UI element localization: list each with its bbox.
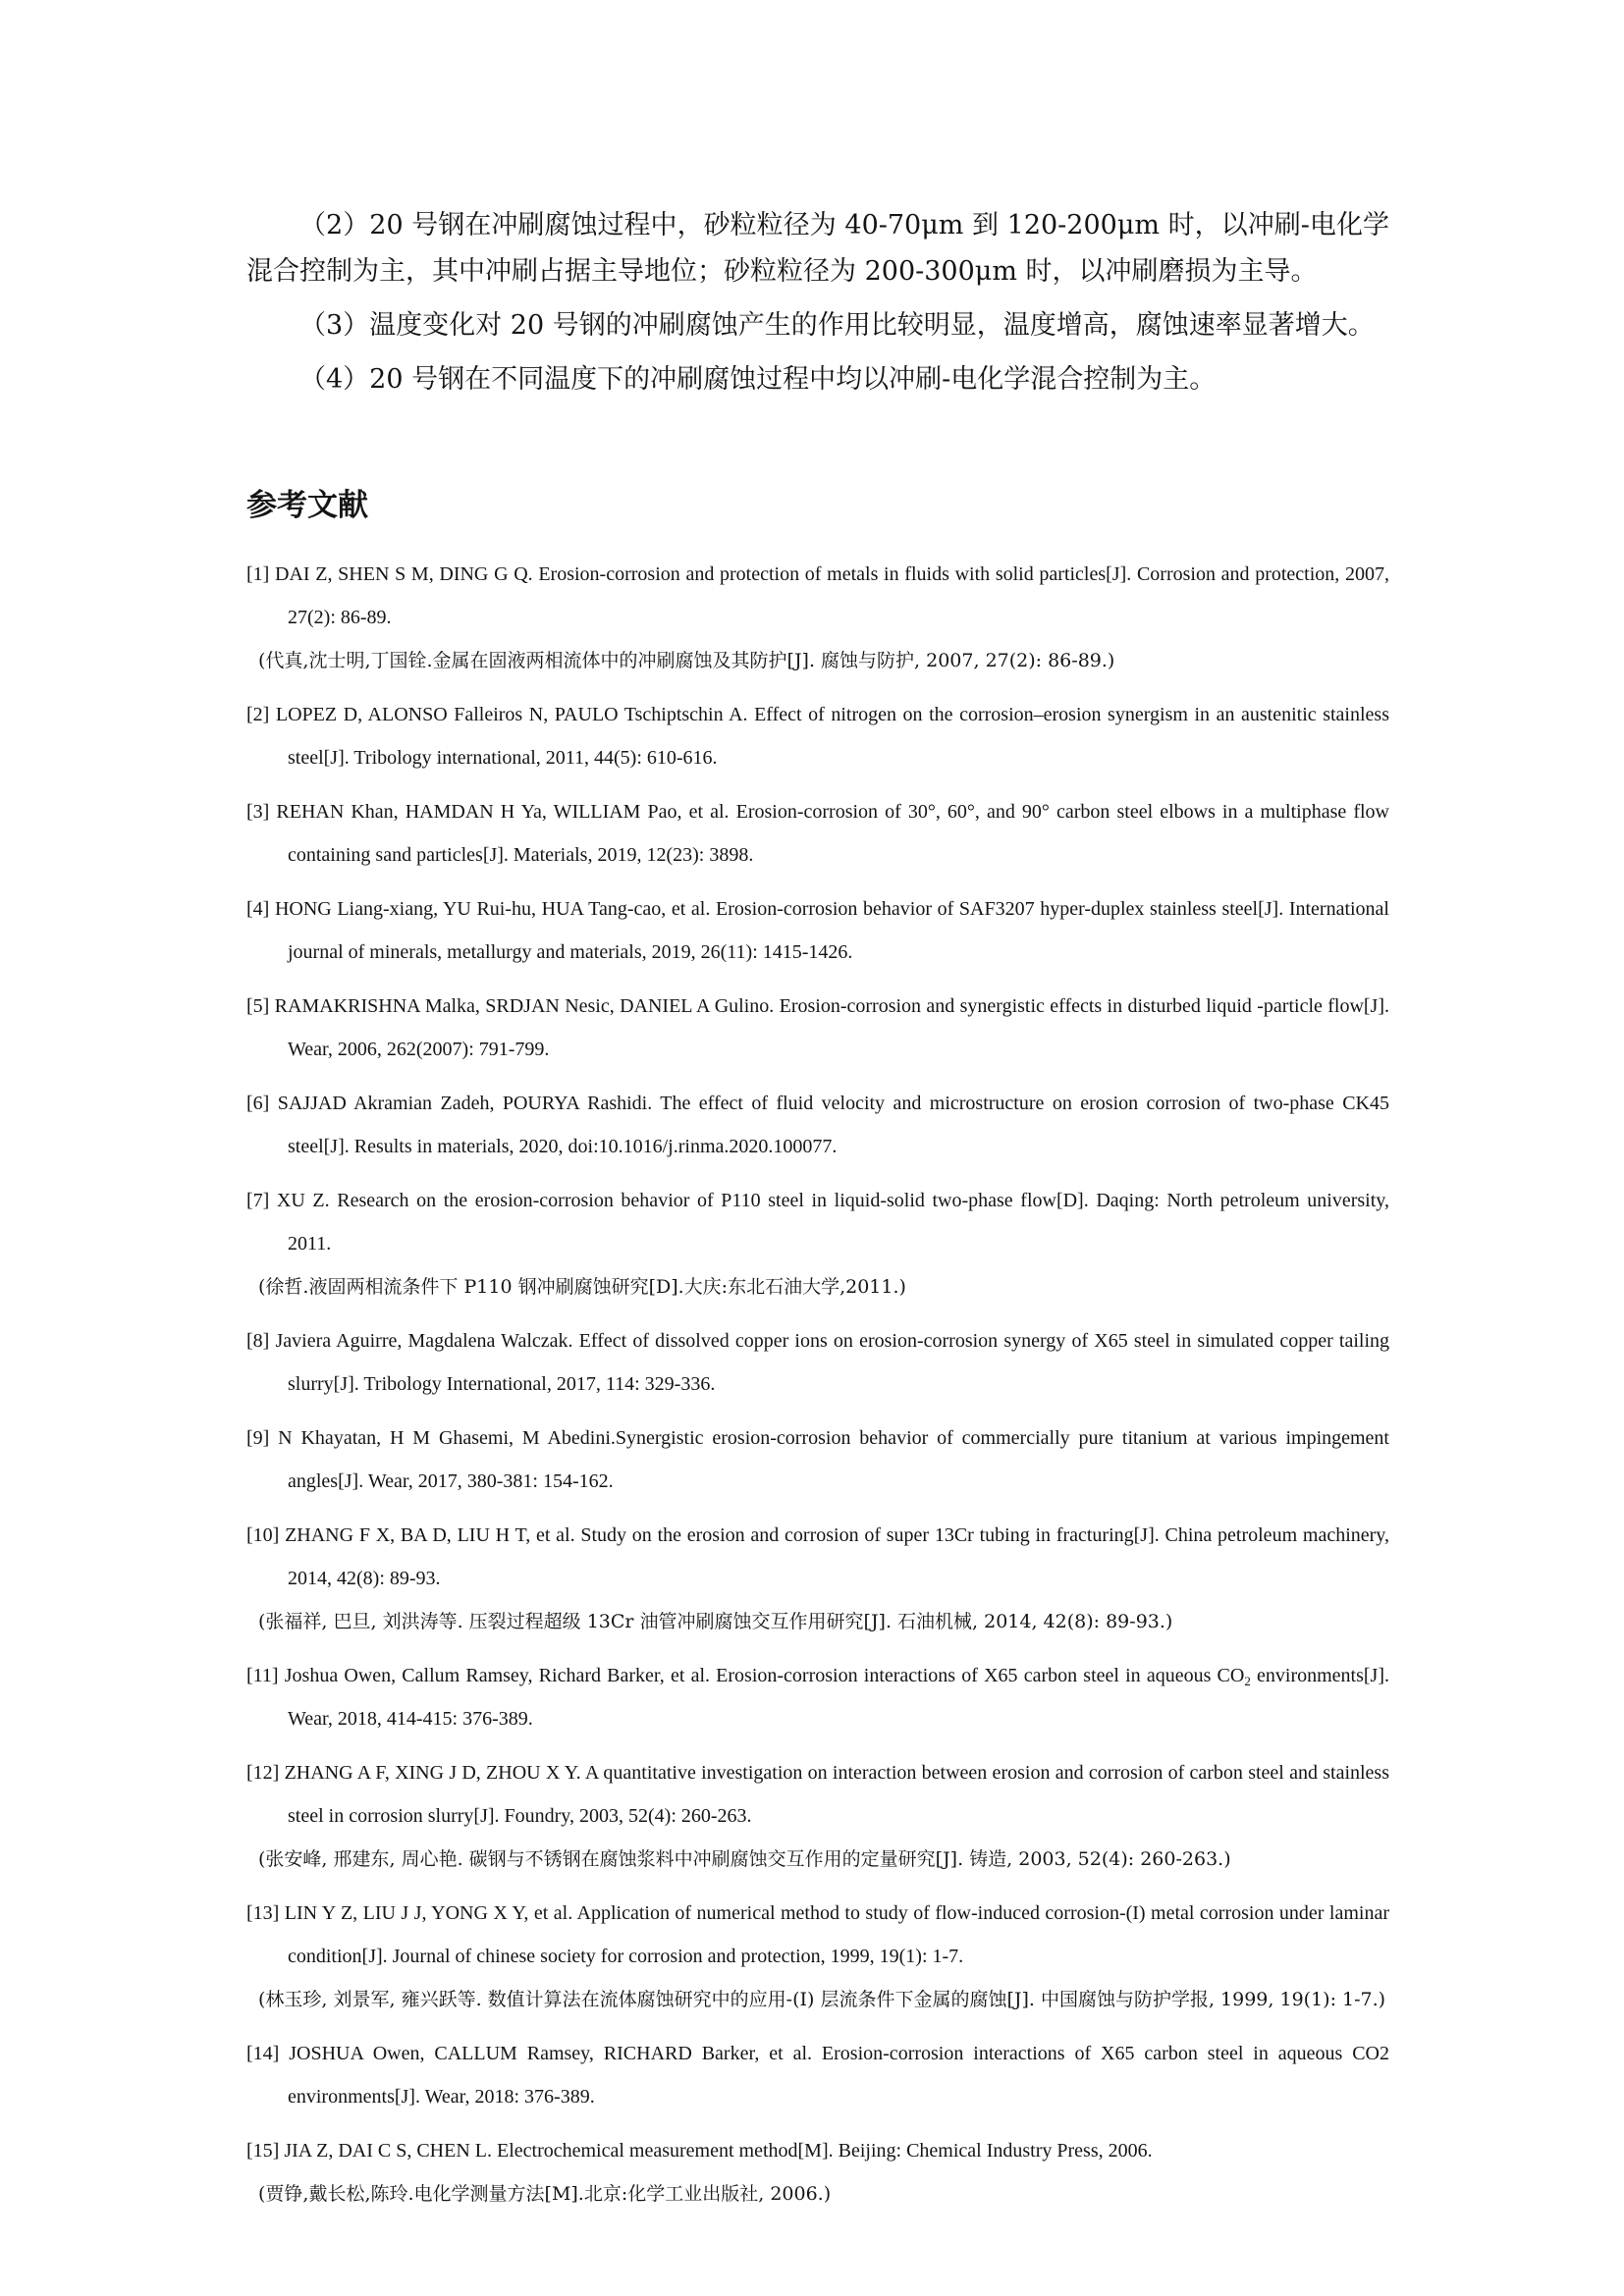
reference-11	[246, 1654, 1389, 1740]
reference-14	[246, 2032, 1389, 2118]
reference-4	[246, 887, 1389, 974]
reference-13	[246, 1892, 1389, 2021]
reference-chinese-original: (代真,沈士明,丁国铨.金属在固液两相流体中的冲刷腐蚀及其防护[J]. 腐蚀与防护, 2007, 27(2): 86-89.)	[258, 650, 1115, 671]
reference-8	[246, 1319, 1389, 1406]
reference-7	[246, 1179, 1389, 1308]
conclusions-section	[246, 202, 1389, 410]
reference-chinese-original: (林玉珍, 刘景军, 雍兴跃等. 数值计算法在流体腐蚀研究中的应用-(I) 层流条件下金属的腐蚀[J]. 中国腐蚀与防护学报, 1999, 19(1): 1-7.)	[258, 1989, 1386, 2010]
reference-chinese-original: (张安峰, 邢建东, 周心艳. 碳钢与不锈钢在腐蚀浆料中冲刷腐蚀交互作用的定量研究[J]. 铸造, 2003, 52(4): 260-263.)	[258, 1848, 1231, 1870]
reference-text: [5] RAMAKRISHNA Malka, SRDJAN Nesic, DANIEL A Gulino. Erosion-corrosion and synergistic effects in disturbed liquid -particle flow[J]. Wear, 2006, 262(2007): 791-799.	[246, 995, 1389, 1060]
reference-text: [12] ZHANG A F, XING J D, ZHOU X Y. A quantitative investigation on interaction between erosion and corrosion of carbon steel and stainless steel in corrosion slurry[J]. Foundry, 2003, 52(4): 260-263.	[246, 1762, 1389, 1827]
conclusion-paragraph: （2）20 号钢在冲刷腐蚀过程中，砂粒粒径为 40-70μm 到 120-200μm 时，以冲刷-电化学混合控制为主，其中冲刷占据主导地位；砂粒粒径为 200-300μm 时，以冲刷磨损为主导。	[246, 210, 1389, 287]
reference-text: [3] REHAN Khan, HAMDAN H Ya, WILLIAM Pao, et al. Erosion-corrosion of 30°, 60°, and 90° carbon steel elbows in a multiphase flow containing sand particles[J]. Materials, 2019, 12(23): 3898.	[246, 801, 1389, 866]
conclusion-paragraph: （3）温度变化对 20 号钢的冲刷腐蚀产生的作用比较明显，温度增高，腐蚀速率显著增大。	[299, 310, 1375, 341]
co2-subscript: 2	[1244, 1674, 1251, 1688]
reference-chinese-original: (张福祥, 巴旦, 刘洪涛等. 压裂过程超级 13Cr 油管冲刷腐蚀交互作用研究[J]. 石油机械, 2014, 42(8): 89-93.)	[258, 1611, 1173, 1632]
reference-list	[246, 553, 1389, 2226]
reference-text	[246, 1654, 1389, 1740]
reference-chinese-original: (贾铮,戴长松,陈玲.电化学测量方法[M].北京:化学工业出版社, 2006.)	[258, 2183, 832, 2205]
references-heading: 参考文献	[246, 488, 368, 523]
reference-15	[246, 2129, 1389, 2216]
reference-text-part: environments[J]. Wear, 2018, 414-415: 376-389.	[288, 1665, 1389, 1730]
reference-5	[246, 985, 1389, 1071]
reference-text: [10] ZHANG F X, BA D, LIU H T, et al. Study on the erosion and corrosion of super 13Cr tubing in fracturing[J]. China petroleum machinery, 2014, 42(8): 89-93.	[246, 1524, 1389, 1589]
reference-text: [2] LOPEZ D, ALONSO Falleiros N, PAULO Tschiptschin A. Effect of nitrogen on the corrosion–erosion synergism in an austenitic stainless steel[J]. Tribology international, 2011, 44(5): 610-616.	[246, 704, 1389, 769]
conclusion-paragraph: （4）20 号钢在不同温度下的冲刷腐蚀过程中均以冲刷-电化学混合控制为主。	[299, 364, 1217, 395]
reference-text-part: [11] Joshua Owen, Callum Ramsey, Richard Barker, et al. Erosion-corrosion interactions of X65 carbon steel in aqueous CO	[246, 1665, 1245, 1686]
reference-1	[246, 553, 1389, 682]
reference-6	[246, 1082, 1389, 1168]
reference-text: [4] HONG Liang-xiang, YU Rui-hu, HUA Tang-cao, et al. Erosion-corrosion behavior of SAF3207 hyper-duplex stainless steel[J]. International journal of minerals, metallurgy and materials, 2019, 26(11): 1415-1426.	[246, 898, 1389, 963]
reference-2	[246, 693, 1389, 779]
reference-text: [9] N Khayatan, H M Ghasemi, M Abedini.Synergistic erosion-corrosion behavior of commercially pure titanium at various impingement angles[J]. Wear, 2017, 380-381: 154-162.	[246, 1427, 1389, 1492]
reference-text: [15] JIA Z, DAI C S, CHEN L. Electrochemical measurement method[M]. Beijing: Chemical Industry Press, 2006.	[246, 2140, 1153, 2162]
reference-chinese-original: (徐哲.液固两相流条件下 P110 钢冲刷腐蚀研究[D].大庆:东北石油大学,2011.)	[258, 1276, 906, 1298]
reference-text: [13] LIN Y Z, LIU J J, YONG X Y, et al. Application of numerical method to study of flow-induced corrosion-(I) metal corrosion under laminar condition[J]. Journal of chinese society for corrosion and protection, 1999, 19(1): 1-7.	[246, 1902, 1389, 1967]
reference-text: [7] XU Z. Research on the erosion-corrosion behavior of P110 steel in liquid-solid two-phase flow[D]. Daqing: North petroleum university, 2011.	[246, 1190, 1389, 1255]
reference-3	[246, 790, 1389, 877]
reference-text: [14] JOSHUA Owen, CALLUM Ramsey, RICHARD Barker, et al. Erosion-corrosion interactions of X65 carbon steel in aqueous CO2 environments[J]. Wear, 2018: 376-389.	[246, 2043, 1389, 2108]
reference-text: [6] SAJJAD Akramian Zadeh, POURYA Rashidi. The effect of fluid velocity and microstructure on erosion corrosion of two-phase CK45 steel[J]. Results in materials, 2020, doi:10.1016/j.rinma.2020.100077.	[246, 1093, 1389, 1157]
reference-9	[246, 1416, 1389, 1503]
reference-text: [8] Javiera Aguirre, Magdalena Walczak. Effect of dissolved copper ions on erosion-corrosion synergy of X65 steel in simulated copper tailing slurry[J]. Tribology International, 2017, 114: 329-336.	[246, 1330, 1389, 1395]
reference-text: [1] DAI Z, SHEN S M, DING G Q. Erosion-corrosion and protection of metals in fluids with solid particles[J]. Corrosion and protection, 2007, 27(2): 86-89.	[246, 563, 1389, 628]
reference-12	[246, 1751, 1389, 1881]
reference-10	[246, 1514, 1389, 1643]
